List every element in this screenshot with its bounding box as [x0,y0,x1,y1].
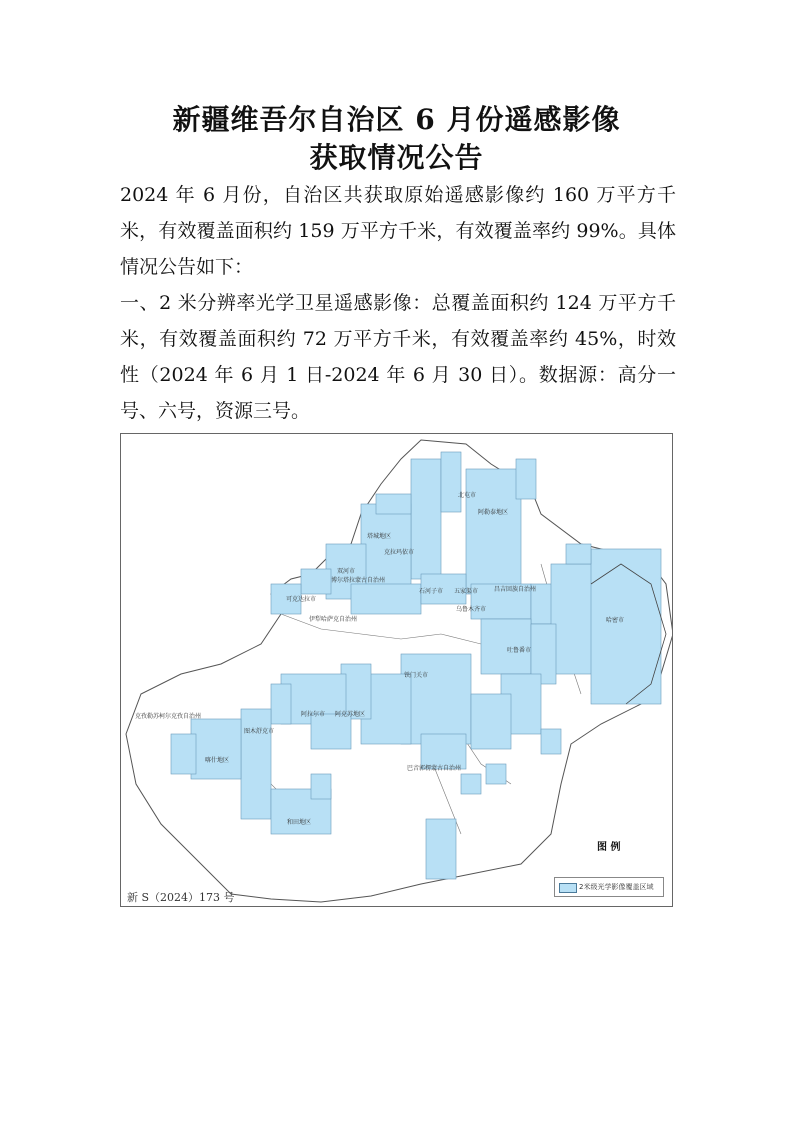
label-akesu: 阿克苏地区 [335,711,366,718]
label-tulufan: 吐鲁番市 [507,647,532,654]
label-wulumuqi: 乌鲁木齐市 [456,606,487,613]
label-boertala: 博尔塔拉蒙古自治州 [331,577,386,584]
title-line-2: 获取情况公告 [309,141,484,174]
label-beitun: 北屯市 [458,492,477,499]
label-kekedala: 可克达拉市 [286,596,317,603]
legend-title: 图 例 [597,842,621,853]
label-shihezi: 石河子市 [419,588,444,595]
paragraph-overview: 2024 年 6 月份，自治区共获取原始遥感影像约 160 万平方千米，有效覆盖面积约 159 万平方千米，有效覆盖率约 99%。具体情况公告如下： [120,184,676,278]
paragraph-2m-imagery: 一、2 米分辨率光学卫星遥感影像：总覆盖面积约 124 万平方千米，有效覆盖面积约 72 万平方千米，有效覆盖率约 45%，时效性（2024 年 6 月 1 日-2024 年 6 月 30 日）。数据源：高分一号、六号，资源三号。 [120,292,676,422]
label-aletai: 阿勒泰地区 [478,509,509,516]
coverage-map [120,433,673,907]
label-alaer: 阿拉尔市 [301,711,326,718]
map-graphic [121,434,672,906]
label-kezilesu: 克孜勒苏柯尔克孜自治州 [135,713,202,720]
label-kashi: 喀什地区 [205,757,230,764]
label-changji: 昌吉回族自治州 [494,586,537,593]
label-tiemenguan: 铁门关市 [404,672,429,679]
label-wujiaqu: 五家渠市 [454,588,479,595]
label-hetian: 和田地区 [287,819,312,826]
map-document-number: 新 S（2024）173 号 [127,891,235,904]
legend-item-label: 2米级光学影像覆盖区域 [579,883,654,891]
label-tacheng: 塔城地区 [367,533,392,540]
label-tumushuke: 图木舒克市 [244,728,275,735]
label-kelamayi: 克拉玛依市 [384,549,415,556]
legend [554,877,664,897]
label-shuanghe: 双河市 [337,568,356,575]
label-bayinguoleng: 巴音郭楞蒙古自治州 [407,765,462,772]
title-line-1: 新疆维吾尔自治区 6 月份遥感影像 [172,103,621,136]
label-hami: 哈密市 [606,617,625,624]
legend-swatch [559,883,577,893]
label-yili: 伊犁哈萨克自治州 [309,616,358,623]
